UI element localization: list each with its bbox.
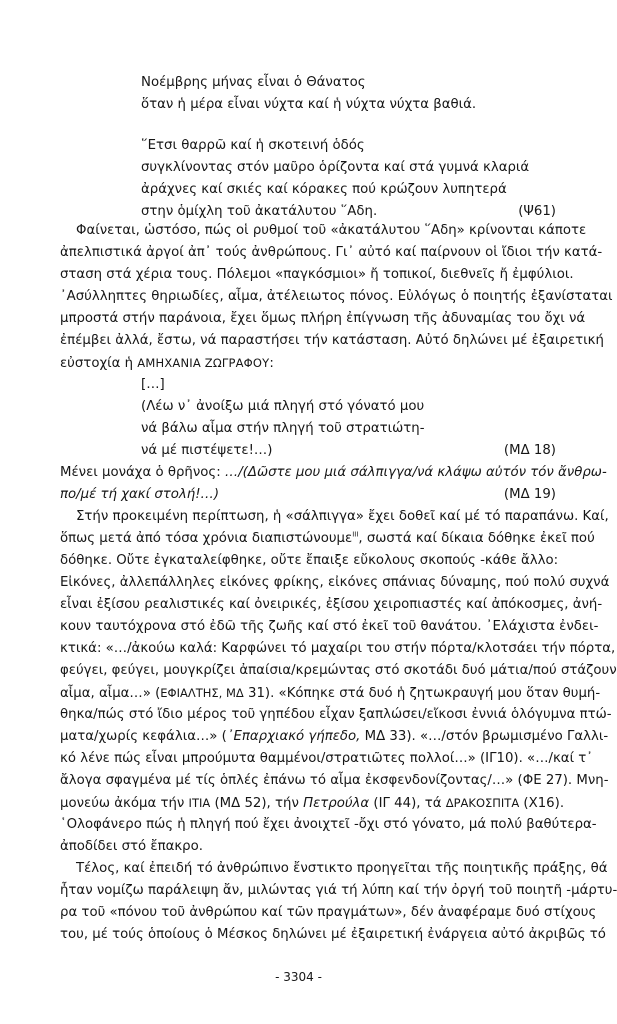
paragraph-line: μπροστά στήν παράνοια, ἔχει ὅμως πλήρη ἐπίγνωση τῆς ἀδυναμίας του ὄχι νά xyxy=(60,311,586,326)
paragraph-line: ρα τοῦ «πόνου τοῦ ἀνθρώπου καί τῶν πραγμάτων», δέν ἀναφέραμε δυό στίχους xyxy=(60,905,597,920)
text-run: μονεύω ἀκόμα τήν xyxy=(60,796,189,811)
poem-title-caps: ΑΜΗΧΑΝΙΑ ΖΩΓΡΑΦΟΥ xyxy=(137,356,270,370)
paragraph-line: ἀποδίδει στό ἔπακρο. xyxy=(60,839,203,854)
paragraph-line: φεύγει, φεύγει, μουγκρίζει ἀπαίσια/κρεμώντας στό σκοτάδι δυό μάτια/πού στάζουν xyxy=(60,663,617,678)
text-run: (Χ16). xyxy=(519,796,565,811)
text-run: (ΙΓ 44), τά xyxy=(369,796,446,811)
poem-title-caps: ΔΡΑΚΟΣΠΙΤΑ xyxy=(445,796,520,810)
paragraph-line: δόθηκε. Οὔτε ἐγκαταλείφθηκε, οὔτε ἔπαιξε εὔκολους σκοπούς -κάθε ἄλλο: xyxy=(60,553,559,568)
poem-title-caps: ΙΤΙΑ xyxy=(188,796,211,810)
text-run: : xyxy=(269,356,274,371)
text-run: εὐστοχία ἡ xyxy=(60,356,138,371)
paragraph-line xyxy=(60,464,607,482)
text-run: , σωστά καί δίκαια δόθηκε ἐκεῖ πού xyxy=(358,531,595,546)
paragraph-line: ἀπελπιστικά ἀργοί ἀπ᾽ τούς ἀνθρώπους. Γι᾽ αὐτό καί παίρνουν οἱ ἴδιοι τήν κατά- xyxy=(60,245,603,260)
paragraph-line: ἐπέμβει ἀλλά, ἔστω, νά παραστήσει τήν κατάσταση. Αὐτό δηλώνει μέ ἐξαιρετική xyxy=(60,333,604,348)
paragraph-line: εἶναι ἐξίσου ρεαλιστικές καί ὀνειρικές, ἐξίσου χειροπιαστές καί ἀπόκοσμες, ἀνή- xyxy=(60,597,603,612)
text-run: Μένει μονάχα ὁ θρῆνος: xyxy=(60,465,225,480)
poem-line: ῞Ετσι θαρρῶ καί ἡ σκοτεινή ὁδός xyxy=(141,138,365,153)
paragraph-line: σταση στά χέρια τους. Πόλεμοι «παγκόσμιοι» ἤ τοπικοί, διεθνεῖς ἤ ἐμφύλιοι. xyxy=(60,267,574,282)
poem-reference: (Ψ61) xyxy=(518,204,556,219)
italic-quote: πο/μέ τή χακί στολή!…) xyxy=(60,487,220,502)
poem-reference: (ΜΔ 19) xyxy=(503,487,556,502)
paragraph-line: του, μέ τούς ὁποίους ὁ Μέσκος δηλώνει μέ ἐξαιρετική ἐνάργεια αὐτό ἀκριβῶς τό xyxy=(60,927,606,942)
text-run: ὅπως μετά ἀπό τόσα χρόνια διαπιστώνουμε xyxy=(60,531,353,546)
paragraph-line xyxy=(60,354,556,373)
paragraph-line xyxy=(60,794,565,813)
poem-line: Νοέμβρης μήνας εἶναι ὁ Θάνατος xyxy=(141,75,366,90)
poem-line: νά μέ πιστέψετε!…) xyxy=(141,443,273,458)
italic-quote: …/(Δῶστε μου μιά σάλπιγγα/νά κλάψω αὐτόν τόν ἄνθρω- xyxy=(224,465,607,480)
paragraph-line xyxy=(60,728,609,746)
footnote-marker: III xyxy=(352,530,359,539)
text-run: αἷμα, αἷμα…» ( xyxy=(60,686,161,701)
poem-line: […] xyxy=(141,377,165,392)
poem-line: (Λέω ν᾽ ἀνοίξω μιά πληγή στό γόνατό μου xyxy=(141,399,425,414)
paragraph-line: Τέλος, καί ἐπειδή τό ἀνθρώπινο ἔνστικτο προηγεῖται τῆς ποιητικῆς πράξης, θά xyxy=(76,861,608,876)
page-number: - 3304 - xyxy=(275,970,322,984)
poem-line: ἀράχνες καί σκιές καί κόρακες πού κρώζουν λυπητερά xyxy=(141,182,507,197)
paragraph-line: κουν ταυτόχρονα στό ἐδῶ τῆς ζωῆς καί στό ἐκεῖ τοῦ θανάτου. ᾽Ελάχιστα ἐνδει- xyxy=(60,619,599,634)
poem-title-italic: ᾽Επαρχιακό γήπεδο, xyxy=(226,729,361,744)
poem-title-caps: ΕΦΙΑΛΤΗΣ, ΜΔ xyxy=(160,686,244,700)
paragraph-line: κτικά: «…/ἀκούω καλά: Καρφώνει τό μαχαίρι του στήν πόρτα/κλοτσάει τήν πόρτα, xyxy=(60,641,616,656)
paragraph-line xyxy=(60,530,595,548)
poem-reference: (ΜΔ 18) xyxy=(503,443,556,458)
paragraph-line xyxy=(60,684,601,703)
paragraph-line: Στήν προκειμένη περίπτωση, ἡ «σάλπιγγα» ἔχει δοθεῖ καί μέ τό παραπάνω. Καί, xyxy=(76,509,609,524)
poem-line: ὅταν ἡ μέρα εἶναι νύχτα καί ἡ νύχτα νύχτα βαθιά. xyxy=(141,97,477,112)
paragraph-line: ᾽Ασύλληπτες θηριωδίες, αἷμα, ἀτέλειωτος πόνος. Εὐλόγως ὁ ποιητής ἐξανίσταται xyxy=(60,289,613,304)
poem-line: συγκλίνοντας στόν μαῦρο ὁρίζοντα καί στά γυμνά κλαριά xyxy=(141,160,530,175)
text-run: ΜΔ 33). «…/στόν βρωμισμένο Γαλλι- xyxy=(360,729,609,744)
text-run: ματα/χωρίς κεφάλια…» ( xyxy=(60,729,227,744)
poem-line: νά βάλω αἷμα στήν πληγή τοῦ στρατιώτη- xyxy=(141,421,425,436)
text-run: (ΜΔ 52), τήν xyxy=(210,796,304,811)
paragraph-line: ἦταν νομίζω παράλειψη ἄν, μιλώντας γιά τή λύπη καί τήν ὀργή τοῦ ποιητῆ -μάρτυ- xyxy=(60,883,617,898)
poem-title-italic: Πετρούλα xyxy=(303,796,370,811)
text-run: 31). «Κόπηκε στά δυό ἡ ζητωκραυγή μου ὅταν θυμή- xyxy=(243,686,601,701)
paragraph-line: κό λένε πώς εἶναι μπρούμυτα θαμμένοι/στρατιῶτες πολλοί…» (ΙΓ10). «…/καί τ᾽ xyxy=(60,751,593,766)
paragraph-line: Εἰκόνες, ἀλλεπάλληλες εἰκόνες φρίκης, εἰκόνες σπάνιας δύναμης, πού πολύ συχνά xyxy=(60,575,610,590)
poem-line: στην ὁμίχλη τοῦ ἀκατάλυτου ῞Αδη. xyxy=(141,204,378,219)
paragraph-line: ἄλογα σφαγμένα μέ τίς ὁπλές ἐπάνω τό αἷμα ἐκσφενδονίζοντας/…» (ΦΕ 27). Μνη- xyxy=(60,773,609,788)
paragraph-line: ῾Ολοφάνερο πώς ἡ πληγή πού ἔχει ἀνοιχτεῖ -ὄχι στό γόνατο, μά πολύ βαθύτερα- xyxy=(60,817,597,832)
paragraph-line: θηκα/πώς στό ἴδιο μέρος τοῦ γηπέδου εἶχαν ξαπλώσει/εἴκοσι ἐννιά ὁλόγυμνα πτώ- xyxy=(60,707,612,722)
paragraph-line: Φαίνεται, ὡστόσο, πώς οἱ ρυθμοί τοῦ «ἀκατάλυτου ῞Αδη» κρίνονται κάποτε xyxy=(76,223,587,238)
